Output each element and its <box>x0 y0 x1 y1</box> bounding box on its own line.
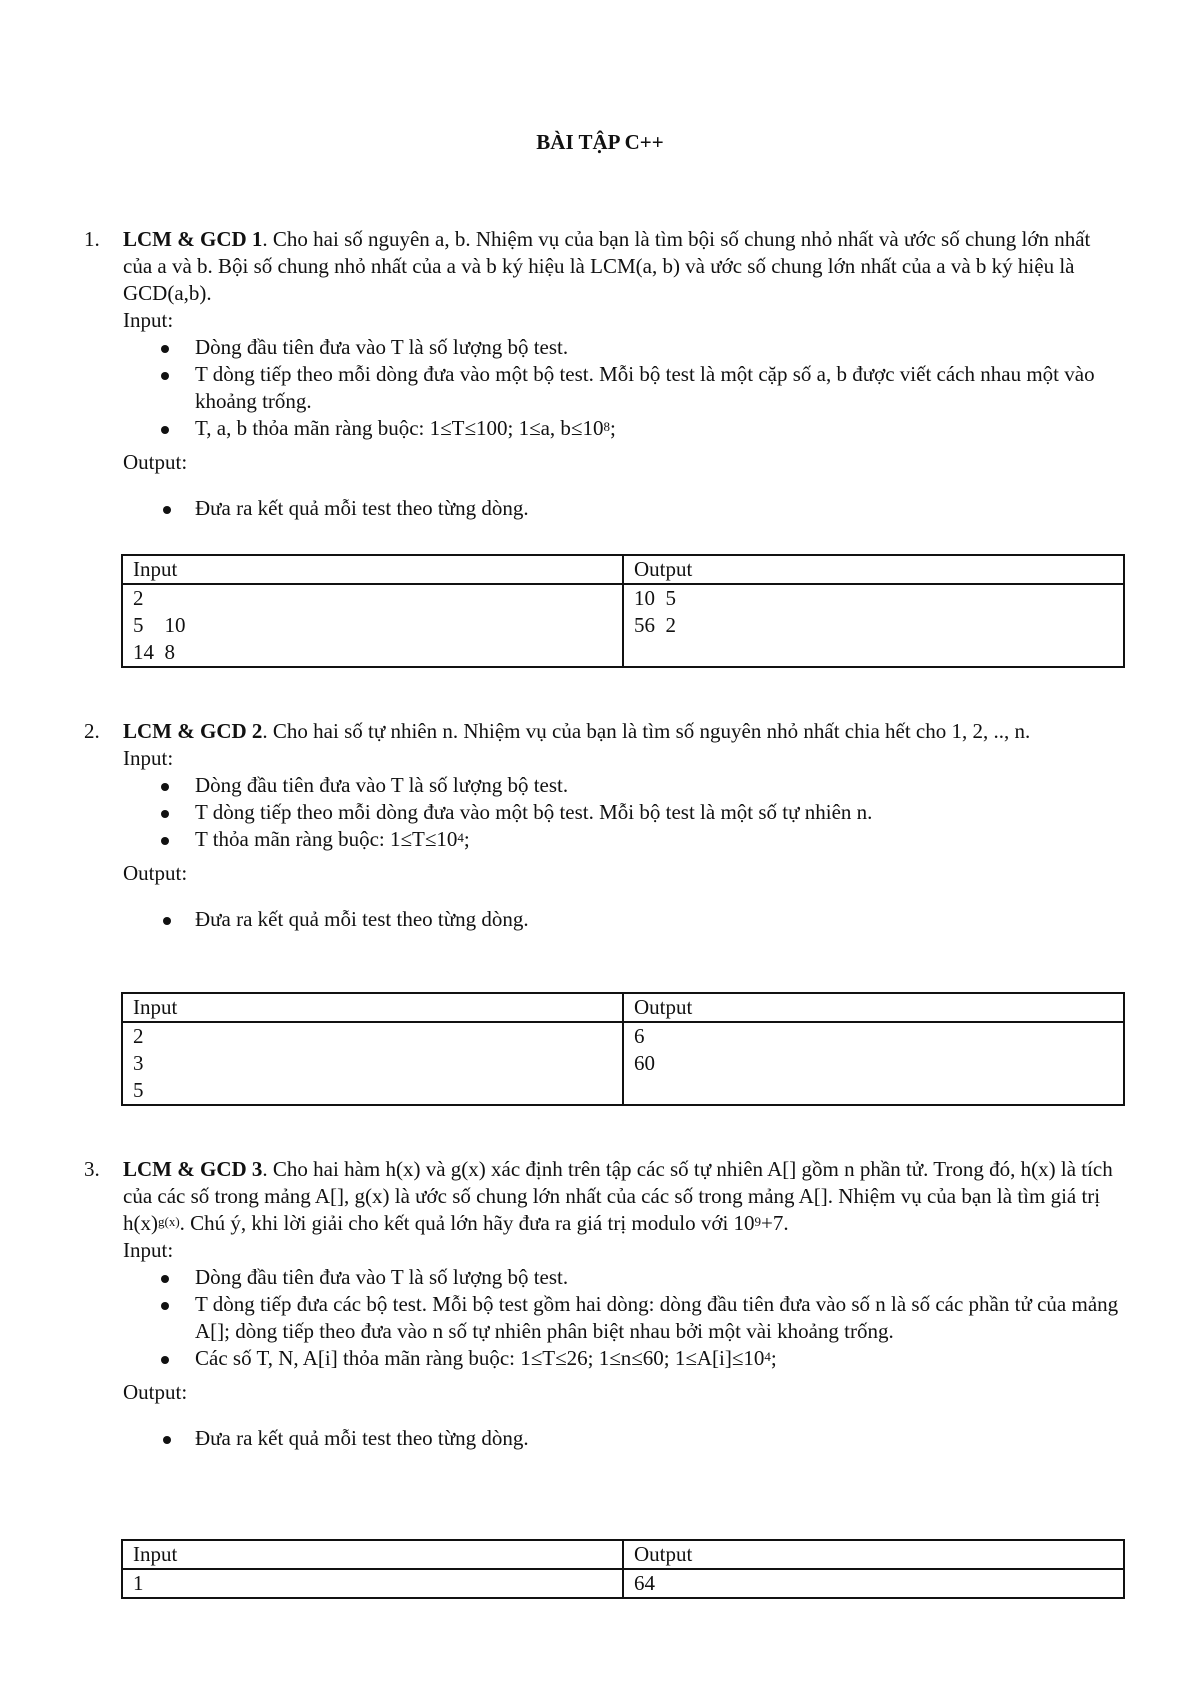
table-header: Output <box>623 1540 1124 1569</box>
list-item: T dòng tiếp đưa các bộ test. Mỗi bộ test gồm hai dòng: dòng đầu tiên đưa vào số n là số các phần tử của mảng A[]; dòng tiếp theo đưa vào n số tự nhiên phân biệt nhau bởi một vài khoảng trống. <box>123 1291 1123 1345</box>
output-list <box>123 1425 1123 1452</box>
problem-description: LCM & GCD 3. Cho hai hàm h(x) và g(x) xác định trên tập các số tự nhiên A[] gồm n phần tử. Trong đó, h(x) là tích của các số trong mảng A[], g(x) là ước số chung lớn nhất của các số trong mảng A[]. Nhiệm vụ của bạn là tìm giá trị $h(x)^{g(x)}$. Chú ý, khi lời giải cho kết quả lớn hãy đưa ra giá trị modulo với $10^9+7$. <box>123 1157 1113 1235</box>
problem-1 <box>123 226 1123 522</box>
problem-number: 2. <box>84 719 100 743</box>
problem-name: LCM & GCD 3 <box>123 1157 263 1181</box>
list-item: Dòng đầu tiên đưa vào T là số lượng bộ test. <box>123 1264 1123 1291</box>
page-title: BÀI TẬP C++ <box>536 130 664 154</box>
bullet-icon <box>161 810 169 818</box>
input-label: Input: <box>123 1238 174 1262</box>
output-list <box>123 495 1123 522</box>
bullet-icon <box>161 1275 169 1283</box>
table-row <box>122 1569 1124 1598</box>
problem-name: LCM & GCD 2 <box>123 719 263 743</box>
example-table <box>121 1539 1125 1599</box>
list-item: Các số T, N, A[i] thỏa mãn ràng buộc: 1≤T≤26; 1≤n≤60; $1\le A[i]\le 10^4$; <box>123 1345 1123 1372</box>
bullet-icon <box>161 345 169 353</box>
table-cell-output: 10 5 56 2 <box>623 584 1124 667</box>
table-cell-output: 64 <box>623 1569 1124 1598</box>
input-label: Input: <box>123 746 174 770</box>
bullet-icon <box>161 426 169 434</box>
table-cell-input: 2 5 10 14 8 <box>122 584 623 667</box>
input-list <box>123 334 1123 442</box>
problem-number: 3. <box>84 1157 100 1181</box>
bullet-icon <box>161 837 169 845</box>
problem-3 <box>123 1156 1123 1452</box>
bullet-icon <box>163 917 171 925</box>
list-item: T, a, b thỏa mãn ràng buộc: 1≤T≤100; 1≤a, $b\le 10^8$; <box>123 415 1123 442</box>
input-list <box>123 772 1123 853</box>
input-label: Input: <box>123 308 174 332</box>
list-item: T dòng tiếp theo mỗi dòng đưa vào một bộ test. Mỗi bộ test là một cặp số a, b được viết cách nhau một vào khoảng trống. <box>123 361 1123 415</box>
list-item: Dòng đầu tiên đưa vào T là số lượng bộ test. <box>123 334 1123 361</box>
list-item: Đưa ra kết quả mỗi test theo từng dòng. <box>123 495 1123 522</box>
output-label: Output: <box>123 450 188 474</box>
table-header-row <box>122 993 1124 1022</box>
bullet-icon <box>163 506 171 514</box>
list-item: T dòng tiếp theo mỗi dòng đưa vào một bộ test. Mỗi bộ test là một số tự nhiên n. <box>123 799 1123 826</box>
table-cell-output: 6 60 <box>623 1022 1124 1105</box>
bullet-icon <box>161 1302 169 1310</box>
table-row <box>122 584 1124 667</box>
problem-2 <box>123 718 1123 933</box>
table-cell-input: 1 <box>122 1569 623 1598</box>
list-item: Dòng đầu tiên đưa vào T là số lượng bộ test. <box>123 772 1123 799</box>
table-cell-input: 2 3 5 <box>122 1022 623 1105</box>
list-item: T thỏa mãn ràng buộc: $1\le T\le 10^4$; <box>123 826 1123 853</box>
table-header: Input <box>122 1540 623 1569</box>
problem-name: LCM & GCD 1 <box>123 227 263 251</box>
table-header-row <box>122 555 1124 584</box>
table-header: Input <box>122 993 623 1022</box>
list-item: Đưa ra kết quả mỗi test theo từng dòng. <box>123 1425 1123 1452</box>
problem-text: . Cho hai số nguyên a, b. Nhiệm vụ của bạn là tìm bội số chung nhỏ nhất và ước số chung lớn nhất của a và b. Bội số chung nhỏ nhất của a và b ký hiệu là LCM(a, b) và ước số chung lớn nhất của a và b ký hiệu là GCD(a,b). <box>123 227 1091 305</box>
bullet-icon <box>161 372 169 380</box>
bullet-icon <box>161 1356 169 1364</box>
bullet-icon <box>161 783 169 791</box>
problem-text: . Cho hai số tự nhiên n. Nhiệm vụ của bạn là tìm số nguyên nhỏ nhất chia hết cho 1, 2, .., n. <box>262 719 1031 743</box>
problem-description <box>123 226 1123 307</box>
output-list <box>123 906 1123 933</box>
input-list <box>123 1264 1123 1372</box>
problem-description <box>123 718 1123 745</box>
table-row <box>122 1022 1124 1105</box>
example-table <box>121 992 1125 1106</box>
bullet-icon <box>163 1436 171 1444</box>
table-header-row <box>122 1540 1124 1569</box>
output-label: Output: <box>123 861 188 885</box>
table-header: Output <box>623 555 1124 584</box>
table-header: Input <box>122 555 623 584</box>
example-table <box>121 554 1125 668</box>
output-label: Output: <box>123 1380 188 1404</box>
problem-number: 1. <box>84 227 100 251</box>
table-header: Output <box>623 993 1124 1022</box>
list-item: Đưa ra kết quả mỗi test theo từng dòng. <box>123 906 1123 933</box>
